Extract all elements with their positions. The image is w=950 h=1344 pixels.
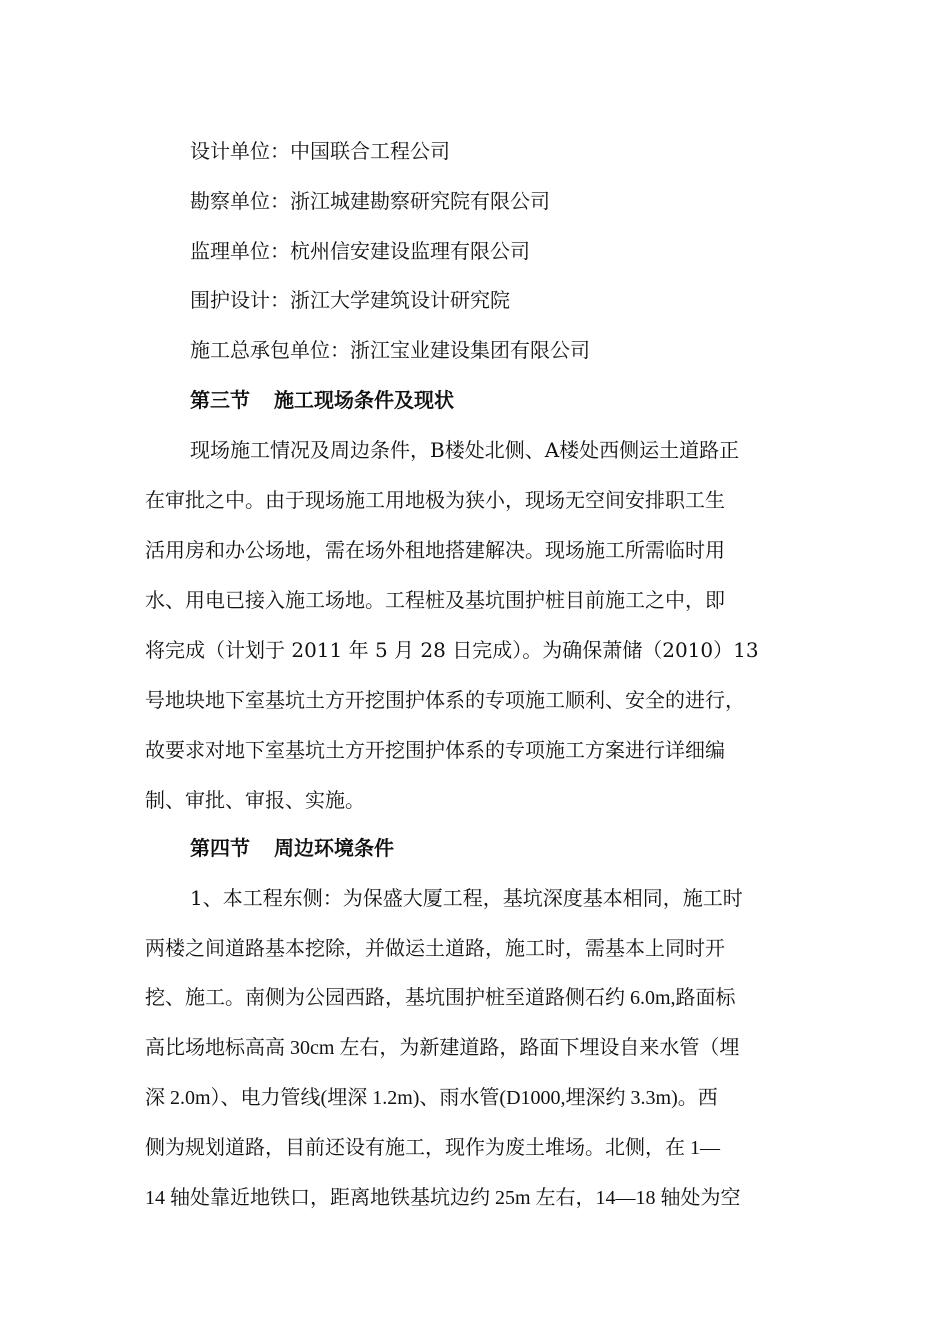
survey-unit-value: 浙江城建勘察研究院有限公司 xyxy=(290,189,550,213)
section4-paragraph xyxy=(145,884,825,1234)
retaining-design-line xyxy=(190,286,510,314)
paragraph-line: 活用房和办公场地，需在场外租地搭建解决。现场施工所需临时用 xyxy=(145,538,725,562)
paragraph-line: 号地块地下室基坑土方开挖围护体系的专项施工顺利、安全的进行， xyxy=(145,688,745,712)
section4-number: 第四节 xyxy=(190,836,250,860)
general-contractor-value: 浙江宝业建设集团有限公司 xyxy=(350,338,590,362)
section3-paragraph xyxy=(145,436,825,836)
paragraph-line: 两楼之间道路基本挖除，并做运土道路，施工时，需基本上同时开 xyxy=(145,936,725,960)
paragraph-line: 侧为规划道路，目前还设有施工，现作为废土堆场。北侧，在 1— xyxy=(145,1137,720,1159)
section4-heading xyxy=(190,834,394,862)
paragraph-line: 14 轴处靠近地铁口，距离地铁基坑边约 25m 左右，14—18 轴处为空 xyxy=(145,1187,741,1209)
paragraph-line: 故要求对地下室基坑土方开挖围护体系的专项施工方案进行详细编 xyxy=(145,738,725,762)
paragraph-line: 制、审批、审报、实施。 xyxy=(145,788,365,812)
design-unit-line xyxy=(190,137,450,165)
paragraph-line: 水、用电已接入施工场地。工程桩及基坑围护桩目前施工之中，即 xyxy=(145,588,725,612)
paragraph-line: 1、本工程东侧：为保盛大厦工程，基坑深度基本相同，施工时 xyxy=(190,886,743,910)
section3-heading xyxy=(190,386,454,414)
supervision-unit-value: 杭州信安建设监理有限公司 xyxy=(290,239,530,263)
supervision-unit-line xyxy=(190,237,530,265)
general-contractor-line xyxy=(190,336,590,364)
design-unit-value: 中国联合工程公司 xyxy=(290,139,450,163)
survey-unit-label: 勘察单位： xyxy=(190,189,290,213)
paragraph-line: 在审批之中。由于现场施工用地极为狭小，现场无空间安排职工生 xyxy=(145,488,725,512)
retaining-design-value: 浙江大学建筑设计研究院 xyxy=(290,288,510,312)
paragraph-line: 深 2.0m）、电力管线(埋深 1.2m)、雨水管(D1000,埋深约 3.3m)。西 xyxy=(145,1087,718,1109)
design-unit-label: 设计单位： xyxy=(190,139,290,163)
paragraph-line: 将完成（计划于 2011 年 5 月 28 日完成）。为确保萧储（2010）13 xyxy=(145,638,759,662)
supervision-unit-label: 监理单位： xyxy=(190,239,290,263)
paragraph-line: 现场施工情况及周边条件，B楼处北侧、A楼处西侧运土道路正 xyxy=(190,438,740,462)
section4-title: 周边环境条件 xyxy=(274,836,394,860)
section3-title: 施工现场条件及现状 xyxy=(274,388,454,412)
paragraph-line: 挖、施工。南侧为公园西路，基坑围护桩至道路侧石约 6.0m,路面标 xyxy=(145,987,736,1009)
paragraph-line: 高比场地标高高 30cm 左右，为新建道路，路面下埋设自来水管（埋 xyxy=(145,1037,740,1059)
survey-unit-line xyxy=(190,187,550,215)
general-contractor-label: 施工总承包单位： xyxy=(190,338,350,362)
retaining-design-label: 围护设计： xyxy=(190,288,290,312)
section3-number: 第三节 xyxy=(190,388,250,412)
